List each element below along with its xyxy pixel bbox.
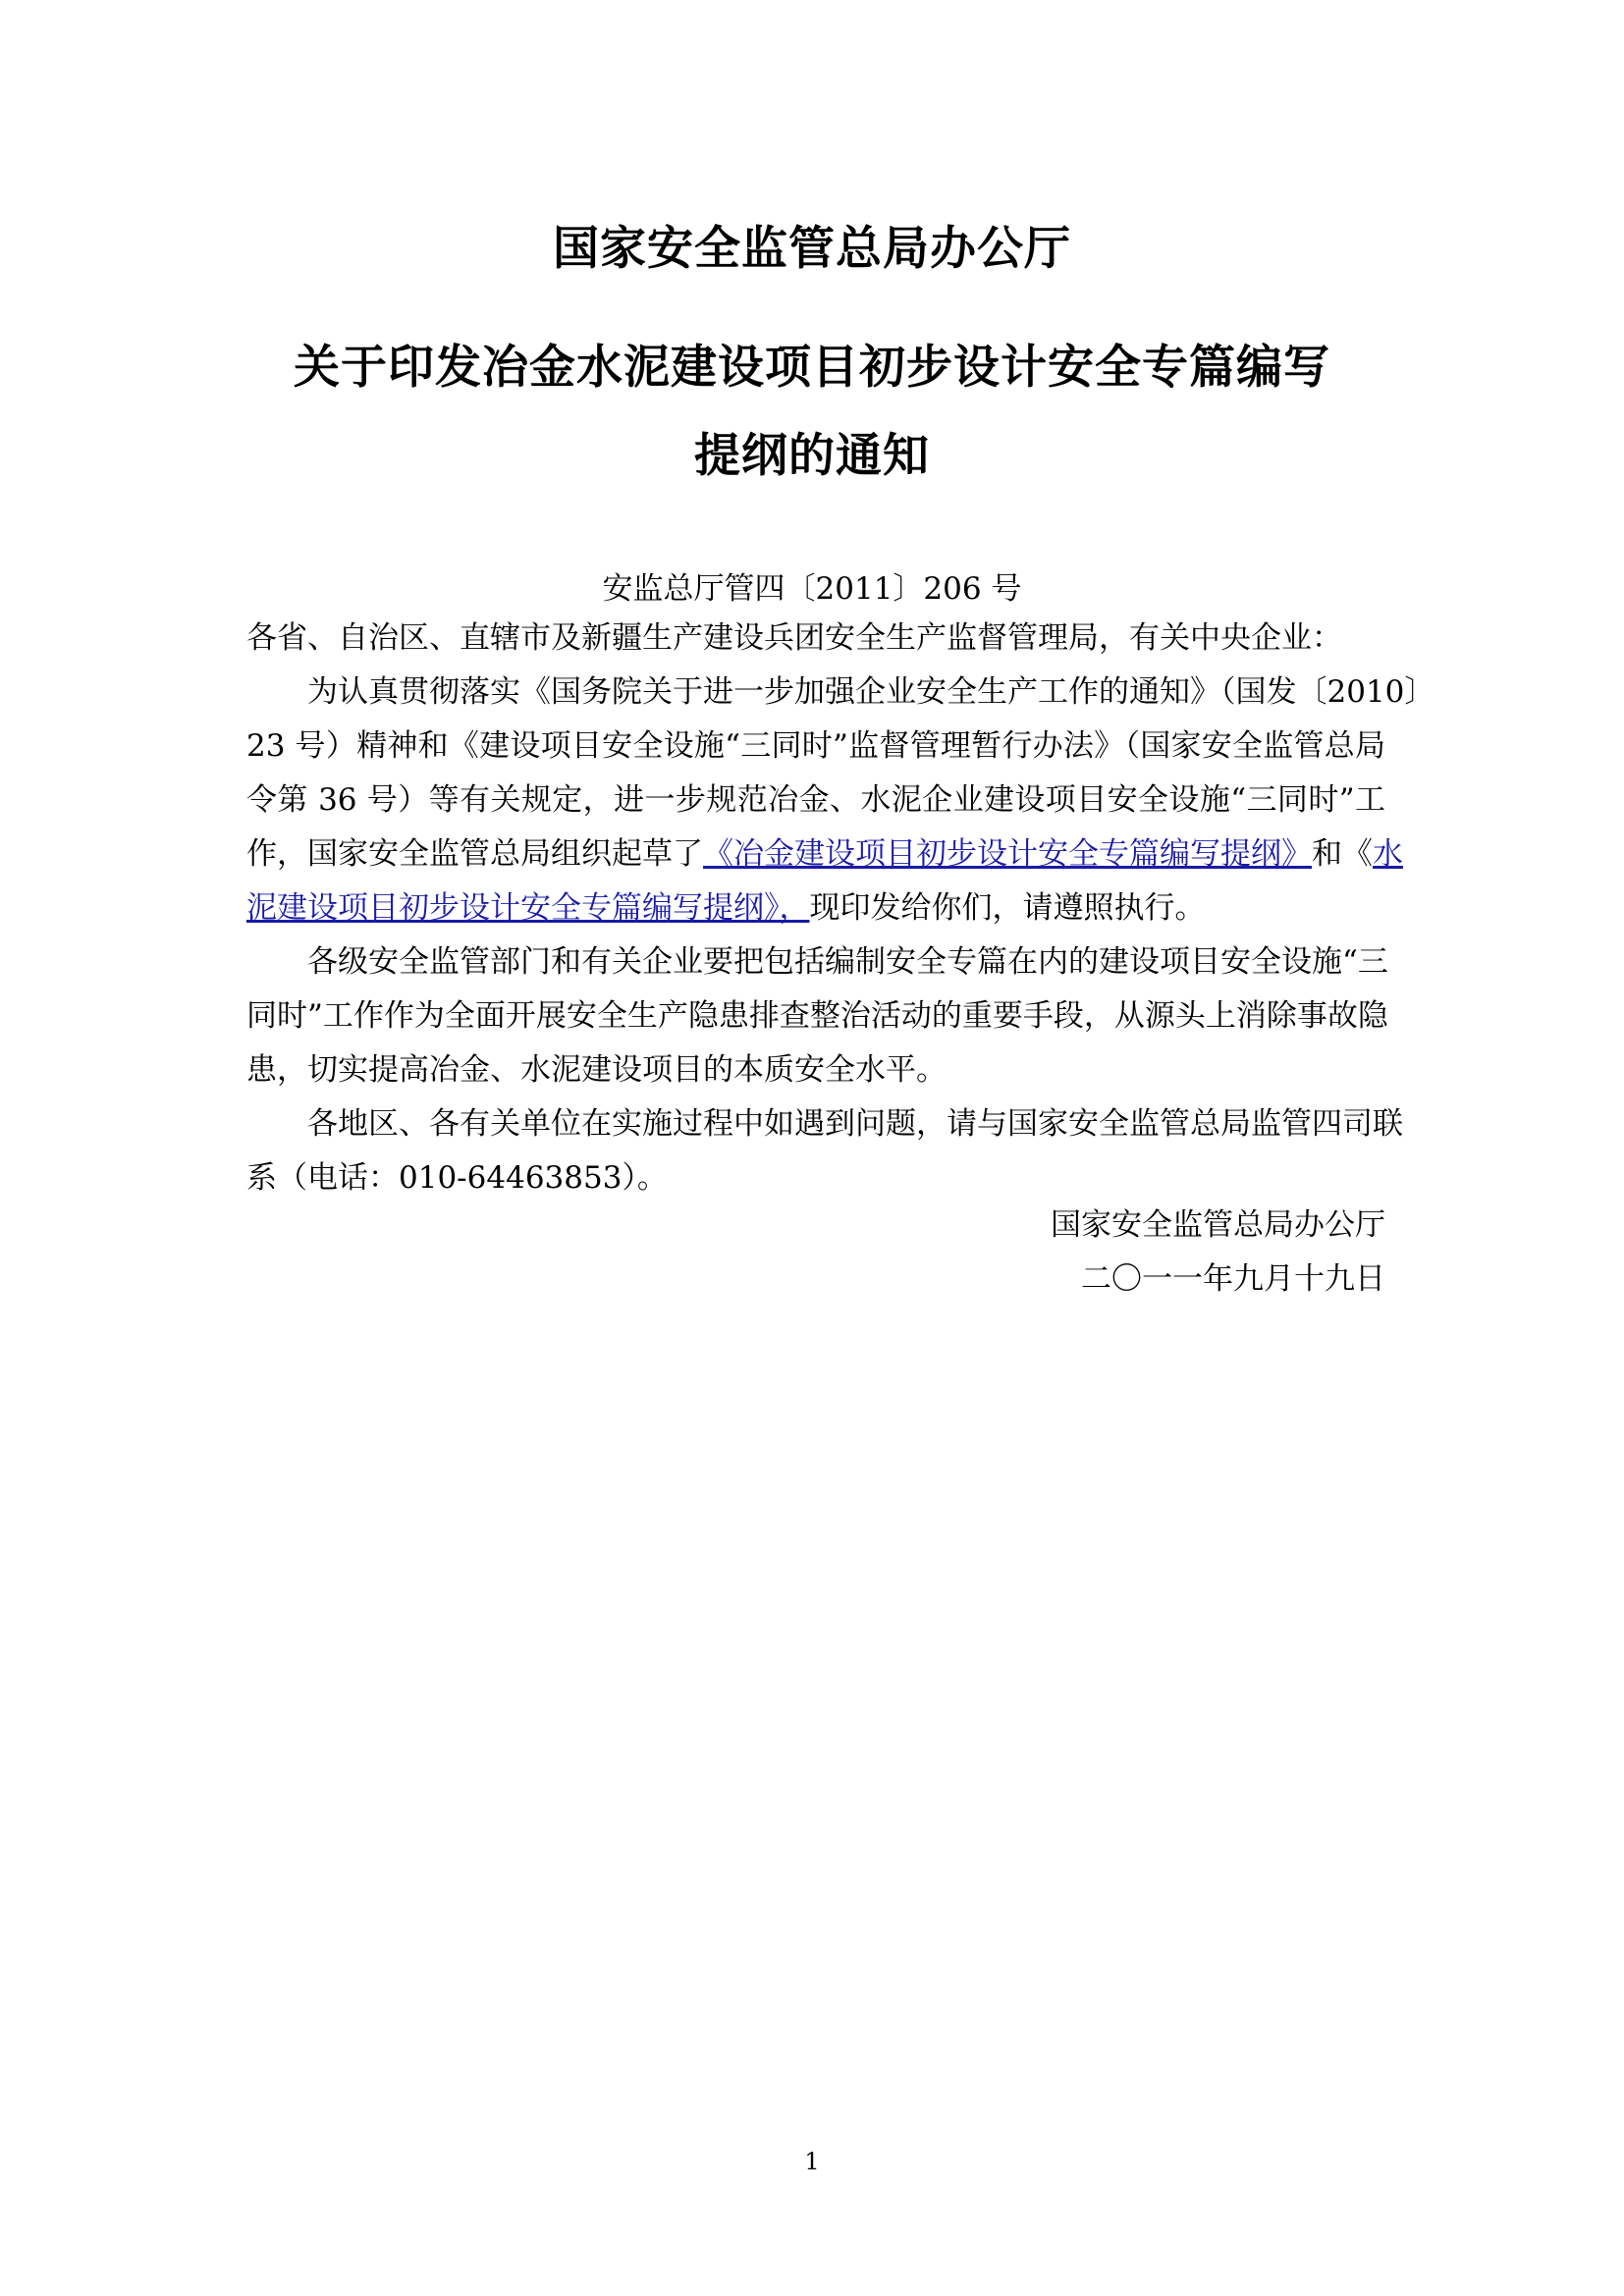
notice-title-line-1: 关于印发冶金水泥建设项目初步设计安全专篇编写 [294,341,1330,395]
issuer-title: 国家安全监管总局办公厅 [553,222,1071,276]
page-number: 1 [804,2148,820,2175]
paragraph-1-line-5 [246,883,1385,933]
signature-organization: 国家安全监管总局办公厅 [1051,1207,1385,1243]
link-metallurgy-outline[interactable]: 《冶金建设项目初步设计安全专篇编写提纲》 [703,836,1312,872]
paragraph-2-line-1: 各级安全监管部门和有关企业要把包括编制安全专篇在内的建设项目安全设施“三 [307,944,1388,980]
paragraph-3-line-2: 系（电话：010-64463853）。 [246,1160,668,1196]
paragraph-1-line-4-mid: 和《 [1312,836,1373,872]
paragraph-1-line-3: 令第 36 号）等有关规定，进一步规范冶金、水泥企业建设项目安全设施“三同时”工 [246,782,1385,818]
paragraph-1-line-5-suffix: 现印发给你们，请遵照执行。 [809,890,1206,926]
paragraph-2-line-3: 患，切实提高冶金、水泥建设项目的本质安全水平。 [246,1052,947,1088]
addressee: 各省、自治区、直辖市及新疆生产建设兵团安全生产监督管理局，有关中央企业： [246,620,1342,656]
paragraph-1-line-2: 23 号）精神和《建设项目安全设施“三同时”监督管理暂行办法》（国家安全监管总局 [246,728,1385,764]
notice-title-line-2: 提纲的通知 [694,429,930,483]
paragraph-3-line-1: 各地区、各有关单位在实施过程中如遇到问题，请与国家安全监管总局监管四司联 [307,1106,1403,1142]
link-cement-outline[interactable]: 泥建设项目初步设计安全专篇编写提纲》， [246,890,810,926]
paragraph-1-line-4 [246,829,1403,879]
signature-date: 二〇一一年九月十九日 [1081,1261,1385,1297]
paragraph-1-line-1: 为认真贯彻落实《国务院关于进一步加强企业安全生产工作的通知》（国发〔2010〕 [307,674,1435,710]
paragraph-2-line-2: 同时”工作作为全面开展安全生产隐患排查整治活动的重要手段，从源头上消除事故隐 [246,998,1388,1034]
link-cement-outline-start[interactable]: 水 [1373,836,1403,872]
document-number: 安监总厅管四〔2011〕206 号 [602,571,1022,607]
paragraph-1-line-4-prefix: 作，国家安全监管总局组织起草了 [246,836,703,872]
